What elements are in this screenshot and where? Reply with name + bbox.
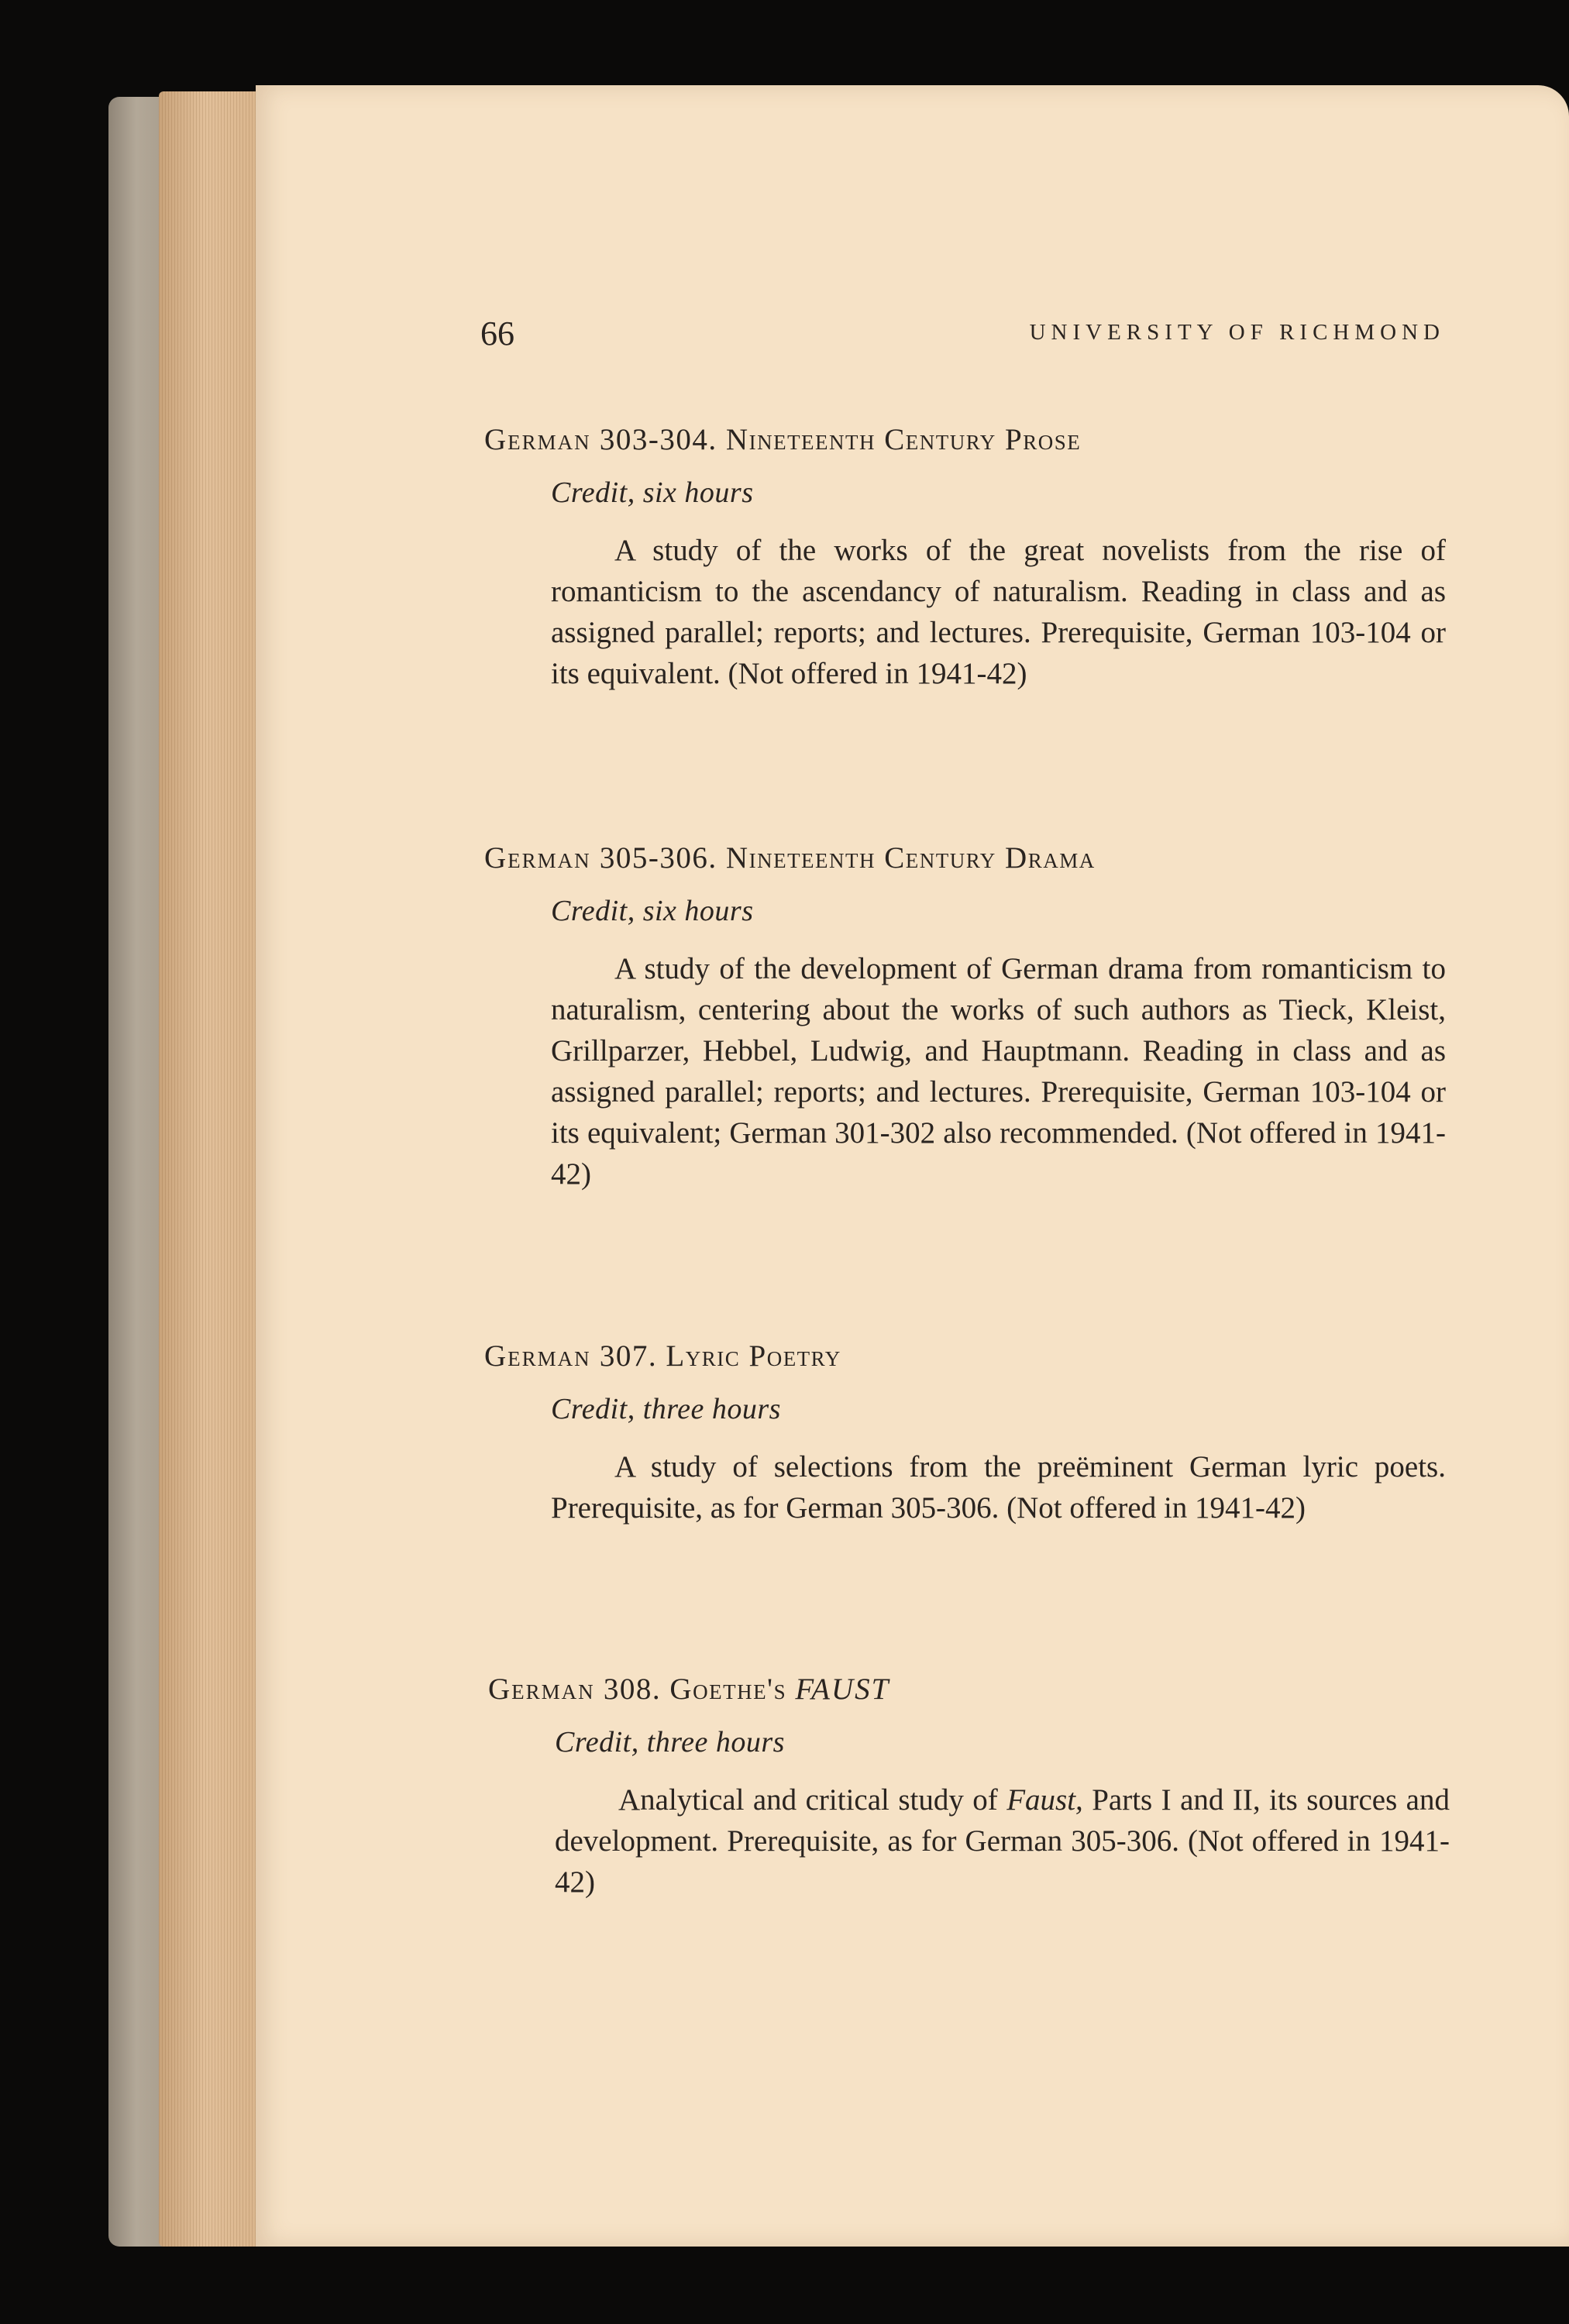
description-text: Parts I and II, its sources and development. Prerequisite, as for German 305-306. (Not offered in 1941-42) xyxy=(555,1783,1450,1899)
course-description: A study of selections from the preëminent German lyric poets. Prerequisite, as for German 305-306. (Not offered in 1941-42) xyxy=(551,1449,1446,1525)
running-head xyxy=(480,314,1445,360)
course-number: 305-306. xyxy=(599,841,717,875)
course-entry-german-307 xyxy=(484,1339,1446,1528)
page-number: 66 xyxy=(480,315,514,352)
course-description xyxy=(488,1779,1450,1903)
running-header-title: UNIVERSITY OF RICHMOND xyxy=(1029,320,1445,345)
course-number: 307. xyxy=(599,1339,658,1373)
course-credit: Credit, three hours xyxy=(555,1725,785,1758)
course-title: Nineteenth Century Drama xyxy=(725,841,1096,875)
course-entry-german-308 xyxy=(488,1672,1450,1903)
course-heading xyxy=(488,1672,1450,1708)
course-dept: German xyxy=(484,841,591,875)
description-text: Analytical and critical study of xyxy=(618,1783,998,1817)
course-title: Lyric Poetry xyxy=(666,1339,841,1373)
page-edges xyxy=(159,91,263,2247)
course-credit: Credit, six hours xyxy=(551,476,754,509)
course-description: A study of the development of German drama from romanticism to naturalism, centering about the works of such authors as Tieck, Kleist, Grillparzer, Hebbel, Ludwig, and Hauptmann. Reading in class and as assigned parallel; reports; and lectures. Prerequisite, German 103-104 or its equivalent; German 301-302 also recommended. (Not offered in 1941-42) xyxy=(551,951,1446,1191)
course-dept: German xyxy=(484,423,591,456)
course-description: A study of the works of the great novelists from the rise of romanticism to the ascendancy of naturalism. Reading in class and as assigned parallel; reports; and lectures. Prerequisite, German 103-104 or its equivalent. (Not offered in 1941-42) xyxy=(551,533,1446,690)
course-heading xyxy=(484,422,1446,459)
description-italic-title: Faust, xyxy=(1006,1783,1083,1817)
course-credit: Credit, six hours xyxy=(551,894,754,927)
course-dept: German xyxy=(488,1673,595,1706)
course-entry-german-305-306 xyxy=(484,841,1446,1195)
course-number: 308. xyxy=(603,1673,662,1706)
course-title: Goethe's xyxy=(669,1673,787,1706)
course-heading xyxy=(484,841,1446,877)
course-entry-german-303-304 xyxy=(484,422,1446,694)
course-dept: German xyxy=(484,1339,591,1373)
course-number: 303-304. xyxy=(599,423,717,456)
course-title: Nineteenth Century Prose xyxy=(725,423,1082,456)
course-heading xyxy=(484,1339,1446,1375)
course-credit: Credit, three hours xyxy=(551,1392,781,1425)
course-title-italic: FAUST xyxy=(795,1673,890,1706)
